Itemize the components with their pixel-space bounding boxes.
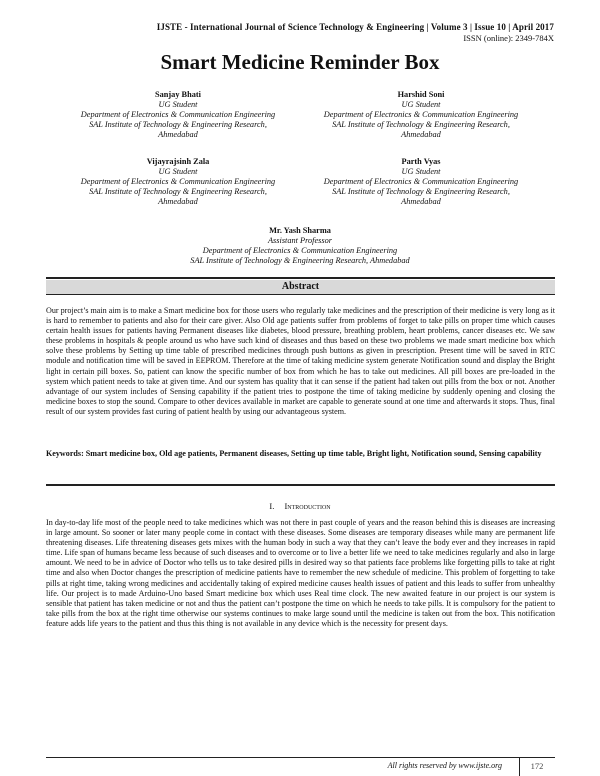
author-name: Parth Vyas (401, 157, 441, 166)
abstract-heading: Abstract (46, 280, 555, 294)
abstract-top-rule (46, 277, 555, 279)
author-inst: SAL Institute of Technology & Engineering Research, (332, 120, 510, 129)
author-dept: Department of Electronics & Communication Engineering (80, 110, 276, 119)
author-block (301, 90, 541, 140)
advisor-dept: Department of Electronics & Communication Engineering (202, 246, 398, 255)
keywords: Keywords: Smart medicine box, Old age patients, Permanent diseases, Setting up time table, Bright light, Notification sound, Sensing capability (46, 449, 542, 458)
page-number: 172 (519, 757, 554, 776)
author-city: Ahmedabad (401, 197, 441, 206)
section-heading (0, 501, 600, 511)
advisor-inst: SAL Institute of Technology & Engineering Research, Ahmedabad (190, 256, 410, 265)
author-city: Ahmedabad (158, 130, 198, 139)
author-block (58, 90, 298, 140)
author-name: Harshid Soni (397, 90, 445, 99)
section-number: I. (269, 501, 275, 511)
issn-line: ISSN (online): 2349-784X (463, 33, 554, 43)
paper-title: Smart Medicine Reminder Box (160, 50, 440, 74)
author-role: UG Student (158, 167, 198, 176)
author-block (58, 157, 298, 207)
author-role: UG Student (158, 100, 198, 109)
footer-rule (46, 757, 555, 758)
keywords-rule (46, 484, 555, 486)
author-city: Ahmedabad (158, 197, 198, 206)
introduction-text: In day-to-day life most of the people need to take medicines which was not there in past couple of years and the reason behind this is diseases are increasing in large amount. So sooner or later many people come in contact with these diseases. Some diseases are temporary diseases while many are permanent life threatening diseases. Life threatening diseases gets mixes with the human body in such a way that they can’t leave the body ever and they increases in rapid time. Life span of humans became less because of such diseases and to overcome or to live a better life we need to take medicines regularly and also in large amount. We need to be in advice of Doctor who tells us to take desired pills in desired way so that patients face problems like forgetting pills to take at right time and also when Doctor changes the prescription of medicine patients have to remember the new schedule of medicine. This problem of forgetting to take pills at right time, taking wrong medicines and accidentally taking of expired medicine causes health issues of patient and this leads to suffer from unhealthy life. Our project is to made Arduino-Uno based Smart medicine box which uses Real time clock. The new awaited feature in our project is our system is sensible that patient has taken medicine or not and thus the patient can’t postpone the time on which he needs to take pills. It is compulsory for the patient to take pills from the box at the right time otherwise our systems continues to make large sound until the medicine is taken out from the box. This notification feature adds life years to the patient and thus this thing is not available in any device which is the necessity for present days. (46, 518, 555, 628)
author-role: UG Student (401, 167, 441, 176)
author-inst: SAL Institute of Technology & Engineering Research, (89, 187, 267, 196)
author-inst: SAL Institute of Technology & Engineering Research, (89, 120, 267, 129)
author-name: Sanjay Bhati (155, 90, 201, 99)
advisor-role: Assistant Professor (267, 236, 332, 245)
author-inst: SAL Institute of Technology & Engineering Research, (332, 187, 510, 196)
author-role: UG Student (401, 100, 441, 109)
advisor-block (120, 226, 480, 266)
advisor-name: Mr. Yash Sharma (269, 226, 331, 235)
section-title: Introduction (284, 501, 331, 511)
author-city: Ahmedabad (401, 130, 441, 139)
footer-rights: All rights reserved by www.ijste.org (387, 761, 502, 770)
author-block (301, 157, 541, 207)
author-dept: Department of Electronics & Communication Engineering (80, 177, 276, 186)
abstract-text: Our project’s main aim is to make a Smart medicine box for those users who regularly take medicines and the prescription of their medicine is very long as it is hard to remember to patients and also for their care giver. Also Old age patients suffer from problems of forget to take pills on proper time which causes certain health issues for patients having Permanent diseases like diabetes, blood pressure, breathing problem, heart problems, cancer diseases etc. We saw these problems in hospitals & people around us who have such kind of diseases and thus based on these two problems we made smart medicine box which solve these problems by Setting up time table of prescribed medicines through push buttons as given in prescription. Present time will be saved in RTC module and notification time will be saved in EEPROM. Therefore at the time of taking medicine system generate Notification sound and display the Bright light in certain pill boxes. So, patient can know the specific number of box from which he has to take out medicines. All pill boxes are pre-loaded in the system which patient needs to take at given time. And our system has quality that it can sense if the patient had taken out pills from the box or not. Another advantage of our system includes of Sensing capability if the patient tries to postpone the time of taking medicine by suddenly opening and closing the medicine boxes to stop the sound. Compare to other devices available in market are capable to generate sound at one time and afterwards it stops. Thus, final result of our system provides fast curing of patient health by using our advantageous system. (46, 306, 555, 416)
journal-header: IJSTE - International Journal of Science Technology & Engineering | Volume 3 | Issue 10 | April 2017 (156, 22, 554, 32)
abstract-bottom-rule (46, 294, 555, 295)
author-name: Vijayrajsinh Zala (146, 157, 210, 166)
author-dept: Department of Electronics & Communication Engineering (323, 110, 519, 119)
author-dept: Department of Electronics & Communication Engineering (323, 177, 519, 186)
